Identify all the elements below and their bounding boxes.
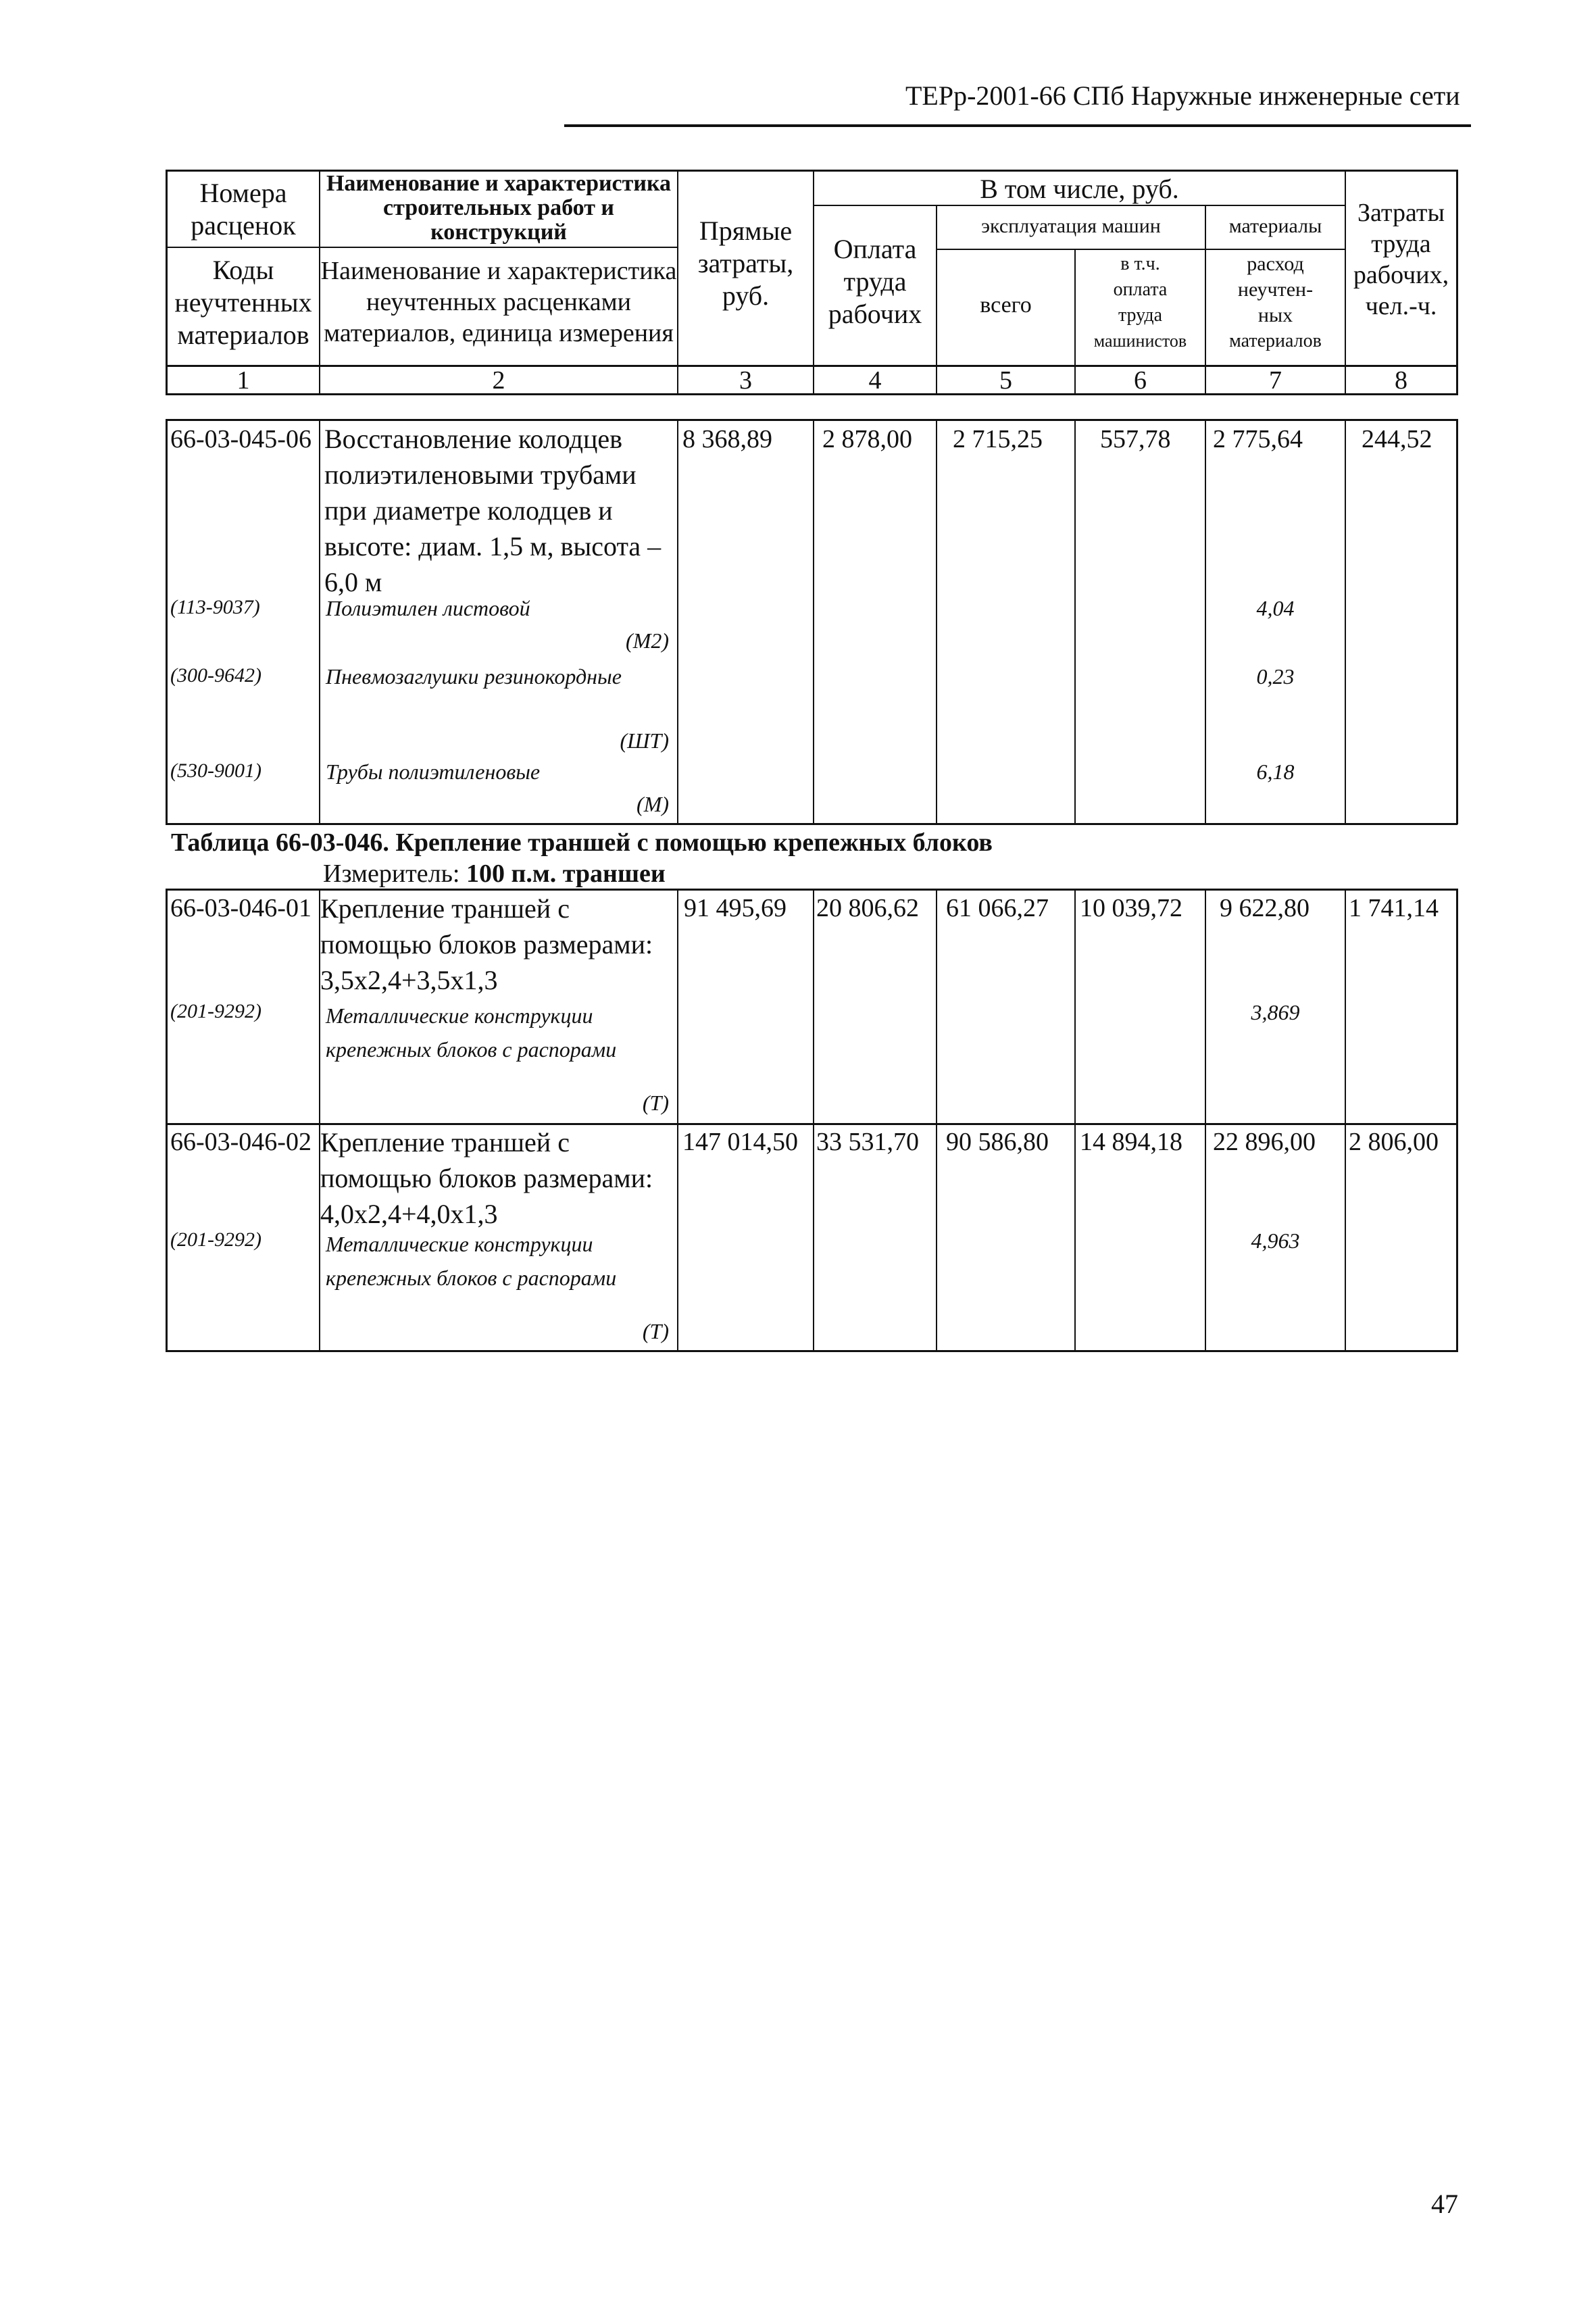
- header-line: чел.-ч.: [1365, 292, 1437, 320]
- header-line: руб.: [722, 280, 770, 311]
- labor-hours: 2 806,00: [1349, 1128, 1439, 1156]
- header-line: труда: [843, 266, 907, 297]
- header-line: рабочих,: [1353, 261, 1449, 289]
- material-code: (201-9292): [170, 1228, 261, 1251]
- material-name: [326, 1227, 616, 1295]
- meter-label: Измеритель:: [323, 860, 466, 888]
- rule: [1456, 889, 1458, 1352]
- machinist-pay: 557,78: [1100, 425, 1171, 453]
- header-machines: эксплуатация машин: [981, 215, 1161, 237]
- header-line: материалов: [177, 320, 309, 350]
- worker-pay: 33 531,70: [816, 1128, 919, 1156]
- direct-costs: 8 368,89: [682, 425, 772, 453]
- col-number: 8: [1395, 366, 1407, 395]
- header-line: оплата: [1113, 279, 1168, 300]
- worker-pay: 2 878,00: [822, 425, 912, 453]
- rate-code: 66-03-046-02: [170, 1128, 311, 1156]
- rule: [166, 823, 1457, 825]
- header-line: неучтенных расценками: [366, 288, 631, 316]
- header-material-name: [320, 255, 677, 349]
- header-machinist-pay: [1076, 251, 1205, 354]
- material-unit: (Т): [642, 1319, 669, 1343]
- material-qty: 4,963: [1251, 1228, 1300, 1253]
- mat-line: Металлические конструкции: [326, 1003, 593, 1028]
- desc-line: 3,5х2,4+3,5х1,3: [320, 965, 498, 995]
- header-line: Наименование и характеристика: [326, 171, 672, 196]
- desc-line: Восстановление колодцев: [324, 424, 623, 454]
- page-number: 47: [1431, 2189, 1458, 2219]
- rate-code: 66-03-046-01: [170, 894, 311, 922]
- header-unaccounted-materials: [1206, 251, 1345, 354]
- materials-cost: 9 622,80: [1220, 894, 1310, 922]
- rule: [1456, 419, 1458, 824]
- material-code: (530-9001): [170, 760, 261, 782]
- material-name: Полиэтилен листовой: [326, 596, 530, 620]
- mat-line: крепежных блоков с распорами: [326, 1037, 617, 1062]
- header-machines-total: всего: [980, 293, 1032, 318]
- header-line: строительных работ и: [383, 195, 614, 220]
- rule: [813, 889, 814, 1352]
- header-line: конструкций: [430, 220, 567, 245]
- labor-hours: 244,52: [1362, 425, 1432, 453]
- materials-cost: 22 896,00: [1213, 1128, 1316, 1156]
- header-direct-costs: [678, 215, 813, 312]
- desc-line: Крепление траншей с: [320, 1127, 570, 1158]
- rate-description: [320, 1124, 677, 1232]
- rule: [677, 419, 678, 824]
- header-line: расценок: [191, 210, 296, 241]
- desc-line: полиэтиленовыми трубами: [324, 459, 637, 490]
- header-line: расход: [1247, 253, 1304, 275]
- labor-hours: 1 741,14: [1349, 894, 1439, 922]
- rule: [1456, 170, 1458, 395]
- machinist-pay: 10 039,72: [1080, 894, 1182, 922]
- col-number: 7: [1269, 366, 1282, 395]
- header-materials: материалы: [1228, 215, 1322, 237]
- col-number: 3: [739, 366, 752, 395]
- header-line: рабочих: [828, 299, 922, 329]
- material-code: (201-9292): [170, 1000, 261, 1022]
- col-number: 1: [236, 366, 250, 395]
- header-line: Номера: [199, 178, 287, 208]
- header-line: в т.ч.: [1120, 253, 1160, 274]
- table-caption: Таблица 66-03-046. Крепление траншей с помощью крепежных блоков: [171, 828, 993, 857]
- header-line: затраты,: [697, 248, 794, 278]
- machines-total: 90 586,80: [946, 1128, 1049, 1156]
- material-code: (300-9642): [170, 664, 261, 687]
- header-line: Затраты: [1357, 199, 1445, 227]
- rule: [677, 889, 678, 1352]
- header-line: неучтен-: [1237, 278, 1314, 301]
- material-code: (113-9037): [170, 596, 260, 618]
- header-line: материалов: [1229, 330, 1322, 351]
- material-qty: 0,23: [1256, 664, 1295, 689]
- direct-costs: 147 014,50: [682, 1128, 798, 1156]
- rate-description: [320, 891, 677, 998]
- header-line: неучтенных: [174, 287, 312, 318]
- document-header: ТЕРр-2001-66 СПб Наружные инженерные сети: [905, 80, 1460, 111]
- header-line: ных: [1257, 304, 1293, 326]
- machines-total: 2 715,25: [953, 425, 1043, 453]
- header-line: Прямые: [699, 216, 793, 246]
- col-number: 6: [1134, 366, 1147, 395]
- col-number: 2: [492, 366, 505, 395]
- desc-line: помощью блоков размерами:: [320, 1163, 653, 1193]
- material-name: Пневмозаглушки резинокордные: [326, 664, 622, 689]
- rule: [1345, 419, 1346, 824]
- mat-line: Металлические конструкции: [326, 1232, 593, 1256]
- rule: [166, 419, 168, 824]
- machinist-pay: 14 894,18: [1080, 1128, 1182, 1156]
- header-line: Коды: [212, 255, 274, 285]
- direct-costs: 91 495,69: [684, 894, 787, 922]
- machines-total: 61 066,27: [946, 894, 1049, 922]
- rule: [1074, 419, 1076, 824]
- header-labor-hours: [1346, 197, 1456, 322]
- col-number: 5: [999, 366, 1012, 395]
- header-line: материалов, единица измерения: [324, 319, 674, 347]
- table-meter: [323, 859, 666, 889]
- material-qty: 3,869: [1251, 1000, 1300, 1024]
- material-qty: 4,04: [1256, 596, 1295, 620]
- material-unit: (Т): [642, 1091, 669, 1115]
- header-line: труда: [1118, 305, 1163, 326]
- material-unit: (ШТ): [620, 728, 669, 753]
- rule: [936, 249, 1346, 250]
- worker-pay: 20 806,62: [816, 894, 919, 922]
- header-material-codes: [168, 254, 319, 351]
- meter-value: 100 п.м. траншеи: [466, 860, 666, 888]
- desc-line: помощью блоков размерами:: [320, 929, 653, 960]
- desc-line: при диаметре колодцев и: [324, 495, 613, 526]
- rule: [166, 1350, 1457, 1352]
- material-name: [326, 999, 616, 1066]
- desc-line: Крепление траншей с: [320, 893, 570, 924]
- rate-code: 66-03-045-06: [170, 425, 311, 453]
- desc-line: 4,0х2,4+4,0х1,3: [320, 1199, 498, 1229]
- mat-line: крепежных блоков с распорами: [326, 1266, 617, 1290]
- material-unit: (М): [637, 792, 669, 816]
- rule: [1074, 889, 1076, 1352]
- material-unit: (М2): [626, 628, 669, 653]
- desc-line: высоте: диам. 1,5 м, высота –: [324, 531, 662, 562]
- rule: [1345, 889, 1346, 1352]
- rule: [813, 419, 814, 824]
- header-rule: [564, 124, 1471, 127]
- header-work-name: [320, 172, 677, 245]
- desc-line: 6,0 м: [324, 567, 382, 597]
- rule: [166, 889, 168, 1352]
- rule: [1205, 889, 1206, 1352]
- material-name: Трубы полиэтиленовые: [326, 760, 541, 784]
- header-line: машинистов: [1093, 331, 1187, 351]
- rate-description: [324, 421, 676, 600]
- header-including-group: В том числе, руб.: [980, 174, 1179, 204]
- materials-cost: 2 775,64: [1213, 425, 1303, 453]
- rule: [319, 419, 320, 824]
- header-rate-numbers: [168, 177, 319, 242]
- rule: [166, 247, 678, 248]
- rule: [936, 889, 937, 1352]
- header-line: Оплата: [833, 234, 917, 264]
- header-worker-pay: [814, 233, 936, 330]
- header-line: труда: [1371, 230, 1431, 258]
- material-qty: 6,18: [1256, 760, 1295, 784]
- rule: [936, 419, 937, 824]
- header-line: Наименование и характеристика: [320, 257, 677, 285]
- col-number: 4: [868, 366, 882, 395]
